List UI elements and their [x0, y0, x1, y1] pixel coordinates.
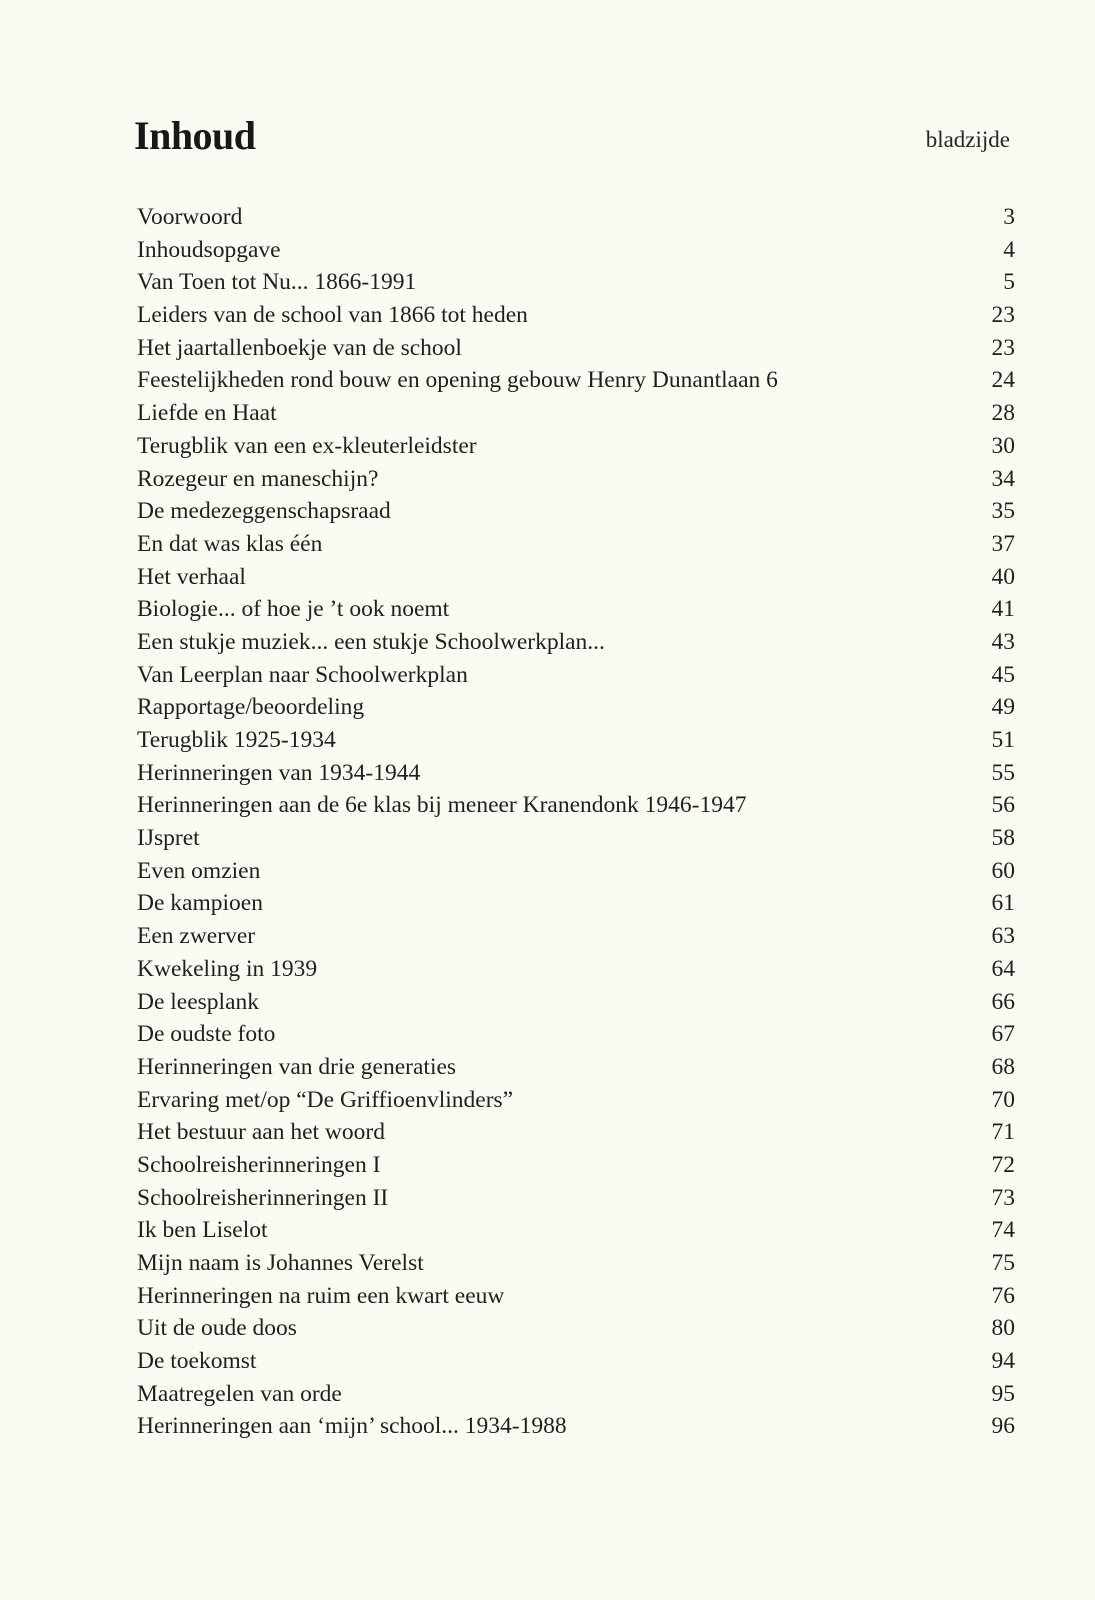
- toc-entry-page-number: 23: [991, 302, 1015, 329]
- toc-entry-title: Even omzien: [137, 857, 261, 884]
- toc-entry: [137, 1116, 1015, 1149]
- toc-entry-page-number: 70: [991, 1086, 1015, 1113]
- toc-entry-page-number: 30: [991, 432, 1015, 459]
- toc-entry: [137, 659, 1015, 692]
- toc-entry-title: Mijn naam is Johannes Verelst: [137, 1250, 424, 1276]
- page-column-label: bladzijde: [925, 127, 1010, 152]
- toc-entry-title: Een stukje muziek... een stukje Schoolwerkplan...: [137, 628, 605, 655]
- toc-entry-title: Het bestuur aan het woord: [137, 1119, 385, 1146]
- toc-entry-page-number: 45: [991, 661, 1015, 688]
- toc-entry-page-number: 23: [991, 334, 1015, 361]
- toc-entry-page-number: 68: [991, 1053, 1015, 1080]
- toc-entry: [137, 430, 1015, 463]
- toc-entry: [137, 1214, 1015, 1247]
- toc-entry-page-number: 35: [991, 498, 1015, 525]
- toc-entry-page-number: 56: [991, 792, 1015, 819]
- toc-entry-title: Herinneringen van drie generaties: [137, 1053, 457, 1080]
- toc-entry-title: Rapportage/beoordeling: [137, 694, 365, 721]
- toc-entry: [137, 1378, 1015, 1411]
- toc-entry: [137, 1018, 1015, 1051]
- toc-entry: [137, 887, 1015, 920]
- toc-entry-title: De oudste foto: [137, 1021, 276, 1048]
- toc-entry-page-number: 64: [991, 955, 1015, 982]
- toc-entry-title: De kampioen: [137, 890, 263, 917]
- toc-entry-page-number: 73: [991, 1184, 1015, 1211]
- toc-entry: [137, 626, 1015, 659]
- toc-entry: [137, 953, 1015, 986]
- toc-entry-title: Herinneringen aan ‘mijn’ school... 1934-1988: [137, 1413, 567, 1440]
- toc-entry-title: De medezeggenschapsraad: [137, 498, 391, 525]
- toc-entry-title: Terugblik van een ex-kleuterleidster: [137, 432, 477, 459]
- toc-entry-title: Terugblik 1925-1934: [137, 727, 336, 753]
- toc-entry-page-number: 51: [991, 727, 1015, 753]
- toc-entry: [137, 1051, 1015, 1084]
- toc-entry: [137, 1312, 1015, 1345]
- toc-entry-page-number: 60: [991, 857, 1015, 884]
- toc-entry-title: Feestelijkheden rond bouw en opening gebouw Henry Dunantlaan 6: [137, 367, 778, 394]
- toc-entry-page-number: 41: [991, 596, 1015, 623]
- toc-entry: [137, 724, 1015, 757]
- toc-entry-page-number: 72: [991, 1151, 1015, 1178]
- toc-entry-title: Uit de oude doos: [137, 1315, 297, 1342]
- toc-entry-page-number: 63: [991, 923, 1015, 950]
- toc-entry-page-number: 5: [1003, 269, 1015, 296]
- toc-entry: [137, 757, 1015, 790]
- toc-entry-page-number: 43: [991, 628, 1015, 655]
- toc-entry-title: Schoolreisherinneringen I: [137, 1151, 381, 1178]
- toc-entry-page-number: 3: [1003, 204, 1015, 230]
- toc-entry: [137, 299, 1015, 332]
- toc-entry: [137, 201, 1015, 234]
- toc-entry-page-number: 40: [991, 563, 1015, 590]
- toc-entry-title: En dat was klas één: [137, 530, 323, 557]
- toc-entry-title: Herinneringen aan de 6e klas bij meneer Kranendonk 1946-1947: [137, 792, 747, 819]
- toc-entry: [137, 691, 1015, 724]
- toc-entry-page-number: 55: [991, 759, 1015, 786]
- toc-entry: [137, 789, 1015, 822]
- toc-entry-page-number: 49: [991, 694, 1015, 721]
- toc-entry-title: Het jaartallenboekje van de school: [137, 334, 462, 361]
- toc-entry: [137, 266, 1015, 299]
- toc-entry-title: Van Leerplan naar Schoolwerkplan: [137, 661, 468, 688]
- toc-entry-title: Ervaring met/op “De Griffioenvlinders”: [137, 1086, 514, 1113]
- toc-entry: [137, 855, 1015, 888]
- toc-entry-page-number: 58: [991, 825, 1015, 852]
- toc-entry-page-number: 74: [991, 1217, 1015, 1244]
- toc-entry: [137, 397, 1015, 430]
- toc-entry: [137, 1182, 1015, 1215]
- toc-entry-page-number: 34: [991, 465, 1015, 492]
- toc-entry-page-number: 61: [991, 890, 1015, 917]
- toc-entry-page-number: 71: [991, 1119, 1015, 1146]
- table-of-contents: [137, 201, 1015, 1443]
- toc-entry-title: Het verhaal: [137, 563, 246, 590]
- toc-entry-title: Schoolreisherinneringen II: [137, 1184, 389, 1211]
- toc-entry-title: Voorwoord: [137, 204, 243, 230]
- toc-entry-title: Ik ben Liselot: [137, 1217, 268, 1244]
- toc-entry: [137, 593, 1015, 626]
- toc-entry: [137, 528, 1015, 561]
- toc-entry-title: De toekomst: [137, 1348, 257, 1375]
- toc-entry-title: Een zwerver: [137, 923, 256, 950]
- toc-entry-title: Inhoudsopgave: [137, 236, 281, 263]
- toc-entry: [137, 234, 1015, 267]
- toc-entry-title: Leiders van de school van 1866 tot heden: [137, 302, 528, 329]
- toc-entry: [137, 561, 1015, 594]
- toc-entry-title: Liefde en Haat: [137, 400, 277, 427]
- toc-entry-page-number: 96: [991, 1413, 1015, 1440]
- toc-entry-title: Biologie... of hoe je ’t ook noemt: [137, 596, 450, 623]
- toc-entry: [137, 986, 1015, 1019]
- toc-entry: [137, 822, 1015, 855]
- toc-entry: [137, 1280, 1015, 1313]
- toc-entry-page-number: 80: [991, 1315, 1015, 1342]
- toc-entry-title: IJspret: [137, 825, 200, 852]
- toc-entry-page-number: 75: [991, 1250, 1015, 1276]
- toc-entry-page-number: 24: [991, 367, 1015, 394]
- toc-entry-page-number: 67: [991, 1021, 1015, 1048]
- toc-entry-title: De leesplank: [137, 988, 260, 1015]
- toc-entry-page-number: 4: [1003, 236, 1015, 263]
- toc-entry: [137, 364, 1015, 397]
- toc-entry: [137, 495, 1015, 528]
- page-title: Inhoud: [134, 113, 256, 158]
- toc-entry: [137, 1149, 1015, 1182]
- toc-entry-page-number: 94: [991, 1348, 1015, 1375]
- toc-entry-title: Rozegeur en maneschijn?: [137, 465, 379, 492]
- toc-entry: [137, 1247, 1015, 1280]
- toc-entry-title: Herinneringen na ruim een kwart eeuw: [137, 1282, 505, 1309]
- toc-entry: [137, 920, 1015, 953]
- toc-entry: [137, 1345, 1015, 1378]
- toc-entry: [137, 332, 1015, 365]
- toc-entry: [137, 463, 1015, 496]
- toc-entry-title: Kwekeling in 1939: [137, 955, 318, 982]
- toc-entry: [137, 1410, 1015, 1443]
- toc-entry-page-number: 37: [991, 530, 1015, 557]
- toc-entry-page-number: 28: [991, 400, 1015, 427]
- toc-entry-page-number: 76: [991, 1282, 1015, 1309]
- toc-entry-page-number: 95: [991, 1380, 1015, 1407]
- toc-entry: [137, 1084, 1015, 1117]
- toc-entry-page-number: 66: [991, 988, 1015, 1015]
- toc-entry-title: Herinneringen van 1934-1944: [137, 759, 421, 786]
- toc-entry-title: Maatregelen van orde: [137, 1380, 342, 1407]
- toc-entry-title: Van Toen tot Nu... 1866-1991: [137, 269, 417, 296]
